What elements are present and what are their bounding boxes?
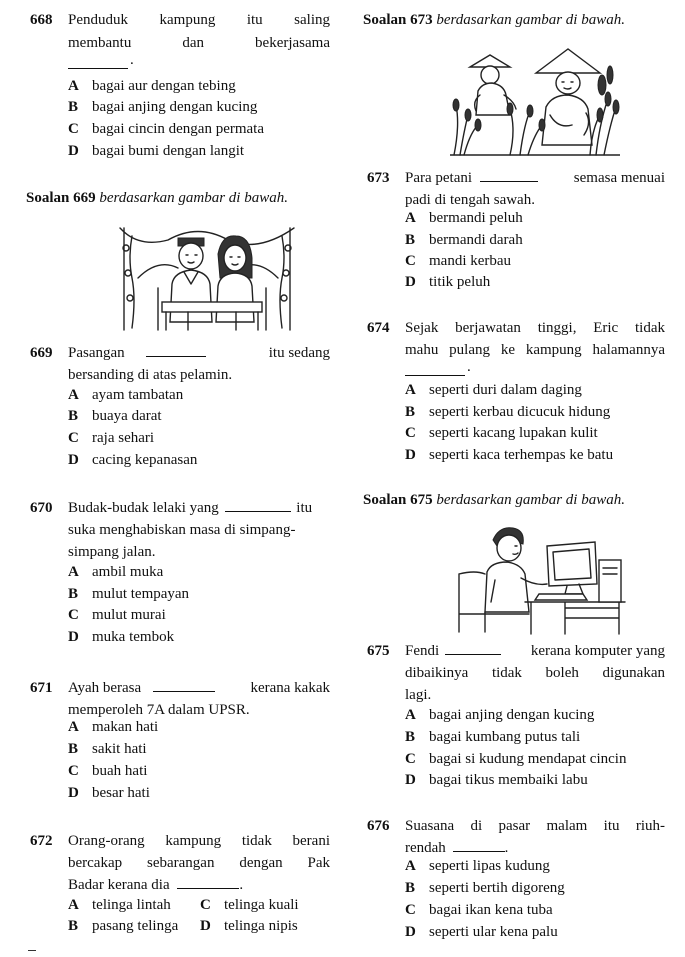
question-stem bbox=[68, 343, 330, 364]
answer-blank bbox=[480, 169, 538, 182]
option-letter: B bbox=[68, 408, 79, 424]
option-text: bermandi peluh bbox=[429, 210, 523, 226]
option-text: seperti ular kena palu bbox=[429, 924, 558, 940]
option-d[interactable] bbox=[68, 452, 197, 469]
option-letter: B bbox=[68, 99, 79, 115]
option-text: telinga lintah bbox=[92, 897, 171, 913]
option-text: seperti lipas kudung bbox=[429, 858, 550, 874]
page-mark bbox=[28, 950, 36, 951]
option-a[interactable] bbox=[68, 897, 171, 914]
option-c[interactable] bbox=[405, 425, 598, 442]
option-b[interactable] bbox=[405, 232, 523, 249]
option-text: besar hati bbox=[92, 785, 150, 801]
stem-part: kerana kakak bbox=[250, 680, 330, 696]
header-bold: Soalan 675 bbox=[363, 492, 433, 508]
option-letter: B bbox=[405, 404, 416, 420]
stem-part: Para petani bbox=[405, 170, 473, 186]
stem-part: Budak-budak lelaki yang bbox=[68, 500, 219, 516]
option-a[interactable] bbox=[405, 382, 582, 399]
question-stem: Sejak berjawatan tinggi, Eric tidak bbox=[405, 320, 665, 336]
option-letter: C bbox=[68, 430, 79, 446]
option-letter: A bbox=[405, 382, 416, 398]
option-letter: A bbox=[68, 78, 79, 94]
answer-blank bbox=[405, 363, 465, 376]
option-letter: D bbox=[405, 274, 416, 290]
question-stem: membantu dan bekerjasama bbox=[68, 35, 330, 51]
question-number: 674 bbox=[367, 320, 390, 336]
option-text: muka tembok bbox=[92, 629, 175, 645]
option-text: buah hati bbox=[92, 763, 148, 779]
answer-blank bbox=[177, 876, 239, 889]
option-text: sakit hati bbox=[92, 741, 147, 757]
option-text: cacing kepanasan bbox=[92, 452, 198, 468]
stem-part: itu bbox=[296, 500, 313, 516]
header-italic: berdasarkan gambar di bawah. bbox=[99, 190, 288, 206]
option-text: seperti kerbau dicucuk hidung bbox=[429, 404, 611, 420]
option-letter: D bbox=[200, 918, 211, 934]
option-text: ayam tambatan bbox=[92, 387, 184, 403]
option-c[interactable] bbox=[68, 430, 154, 447]
farmers-harvesting-illustration bbox=[450, 45, 620, 157]
answer-blank bbox=[225, 499, 291, 512]
answer-blank bbox=[68, 56, 128, 69]
option-letter: C bbox=[200, 897, 211, 913]
option-text: seperti bertih digoreng bbox=[429, 880, 565, 896]
header-italic: berdasarkan gambar di bawah. bbox=[436, 492, 625, 508]
option-letter: B bbox=[405, 880, 416, 896]
answer-blank bbox=[153, 679, 215, 692]
header-bold: Soalan 673 bbox=[363, 12, 433, 28]
question-stem: Suasana di pasar malam itu riuh- bbox=[405, 818, 665, 834]
section-header bbox=[363, 12, 625, 29]
option-letter: D bbox=[405, 447, 416, 463]
option-text: seperti duri dalam daging bbox=[429, 382, 582, 398]
option-letter: C bbox=[405, 902, 416, 918]
option-letter: A bbox=[68, 719, 79, 735]
option-text: mandi kerbau bbox=[429, 253, 512, 269]
stem-part: rendah bbox=[405, 840, 446, 856]
option-text: seperti kaca terhempas ke batu bbox=[429, 447, 614, 463]
question-stem: simpang jalan. bbox=[68, 544, 156, 560]
option-b[interactable] bbox=[405, 404, 610, 421]
option-letter: A bbox=[405, 210, 416, 226]
question-stem bbox=[68, 498, 330, 519]
option-d[interactable] bbox=[200, 918, 298, 935]
option-letter: C bbox=[405, 751, 416, 767]
question-stem: memperoleh 7A dalam UPSR. bbox=[68, 702, 250, 718]
option-a[interactable] bbox=[405, 707, 594, 724]
option-d[interactable] bbox=[68, 143, 244, 160]
question-stem bbox=[405, 168, 665, 189]
option-text: telinga nipis bbox=[224, 918, 298, 934]
question-number: 672 bbox=[30, 833, 53, 849]
option-c[interactable] bbox=[405, 751, 626, 768]
question-stem: Penduduk kampung itu saling bbox=[68, 12, 330, 28]
option-c[interactable] bbox=[68, 763, 147, 780]
option-text: bagai bumi dengan langit bbox=[92, 143, 245, 159]
option-d[interactable] bbox=[68, 785, 150, 802]
option-b[interactable] bbox=[68, 99, 257, 116]
option-a[interactable] bbox=[68, 78, 236, 95]
option-a[interactable] bbox=[405, 858, 550, 875]
option-text: ambil muka bbox=[92, 564, 164, 580]
option-letter: D bbox=[68, 629, 79, 645]
question-stem: Orang-orang kampung tidak berani bbox=[68, 833, 330, 849]
option-letter: A bbox=[68, 897, 79, 913]
question-number: 675 bbox=[367, 643, 390, 659]
option-letter: B bbox=[405, 232, 416, 248]
option-c[interactable] bbox=[405, 253, 511, 270]
question-stem: padi di tengah sawah. bbox=[405, 192, 535, 208]
stem-part: Badar kerana dia bbox=[68, 877, 170, 893]
option-text: bagai tikus membaiki labu bbox=[429, 772, 588, 788]
option-text: seperti kacang lupakan kulit bbox=[429, 425, 598, 441]
option-b[interactable] bbox=[68, 741, 147, 758]
stem-part: semasa menuai bbox=[573, 170, 665, 186]
question-stem bbox=[68, 678, 330, 699]
stem-part: Ayah berasa bbox=[68, 680, 142, 696]
option-letter: D bbox=[68, 785, 79, 801]
question-stem: Badar kerana dia . bbox=[68, 877, 244, 893]
option-letter: B bbox=[68, 586, 79, 602]
section-header bbox=[26, 190, 288, 207]
option-d[interactable] bbox=[405, 772, 588, 789]
question-stem: bercakap sebarangan dengan Pak bbox=[68, 855, 330, 871]
option-letter: C bbox=[68, 607, 79, 623]
answer-blank bbox=[445, 642, 501, 655]
header-bold: Soalan 669 bbox=[26, 190, 96, 206]
option-letter: B bbox=[68, 741, 79, 757]
answer-blank bbox=[453, 839, 505, 852]
option-text: mulut tempayan bbox=[92, 586, 190, 602]
option-letter: D bbox=[68, 143, 79, 159]
option-b[interactable] bbox=[68, 918, 178, 935]
question-stem: lagi. bbox=[405, 687, 432, 703]
option-letter: C bbox=[68, 763, 79, 779]
period: . bbox=[130, 52, 134, 68]
option-text: raja sehari bbox=[92, 430, 155, 446]
option-letter: A bbox=[405, 707, 416, 723]
question-stem: bersanding di atas pelamin. bbox=[68, 367, 233, 383]
option-a[interactable] bbox=[68, 719, 158, 736]
period: . bbox=[467, 359, 471, 375]
option-letter: D bbox=[405, 924, 416, 940]
option-b[interactable] bbox=[68, 408, 162, 425]
man-computer-illustration bbox=[455, 522, 627, 636]
stem-part: Pasangan bbox=[68, 345, 125, 361]
header-italic: berdasarkan gambar di bawah. bbox=[436, 12, 625, 28]
option-text: buaya darat bbox=[92, 408, 162, 424]
question-number: 671 bbox=[30, 680, 53, 696]
option-letter: A bbox=[68, 564, 79, 580]
question-stem: suka menghabiskan masa di simpang- bbox=[68, 522, 296, 538]
question-number: 670 bbox=[30, 500, 53, 516]
option-letter: C bbox=[68, 121, 79, 137]
question-number: 668 bbox=[30, 12, 53, 28]
option-text: bagai anjing dengan kucing bbox=[429, 707, 595, 723]
stem-part: Fendi bbox=[405, 643, 440, 659]
question-number: 673 bbox=[367, 170, 390, 186]
option-text: bagai anjing dengan kucing bbox=[92, 99, 258, 115]
option-a[interactable] bbox=[68, 387, 183, 404]
option-letter: C bbox=[405, 253, 416, 269]
option-letter: B bbox=[405, 729, 416, 745]
answer-blank bbox=[146, 344, 206, 357]
option-b[interactable] bbox=[405, 880, 565, 897]
option-letter: A bbox=[405, 858, 416, 874]
option-d[interactable] bbox=[405, 274, 490, 291]
option-text: telinga kuali bbox=[224, 897, 299, 913]
option-c[interactable] bbox=[68, 607, 166, 624]
option-text: pasang telinga bbox=[92, 918, 179, 934]
question-number: 676 bbox=[367, 818, 390, 834]
option-letter: B bbox=[68, 918, 79, 934]
option-text: bagai aur dengan tebing bbox=[92, 78, 236, 94]
option-a[interactable] bbox=[68, 564, 163, 581]
option-text: bagai ikan kena tuba bbox=[429, 902, 553, 918]
wedding-couple-illustration bbox=[118, 218, 296, 334]
option-text: bermandi darah bbox=[429, 232, 523, 248]
option-d[interactable] bbox=[68, 629, 174, 646]
option-c[interactable] bbox=[68, 121, 264, 138]
section-header bbox=[363, 492, 625, 509]
option-text: bagai si kudung mendapat cincin bbox=[429, 751, 627, 767]
question-stem: rendah . bbox=[405, 840, 509, 856]
option-text: makan hati bbox=[92, 719, 159, 735]
option-letter: D bbox=[68, 452, 79, 468]
option-text: mulut murai bbox=[92, 607, 166, 623]
option-letter: D bbox=[405, 772, 416, 788]
stem-part: kerana komputer yang bbox=[530, 643, 665, 659]
option-b[interactable] bbox=[68, 586, 189, 603]
question-stem: dibaikinya tidak boleh digunakan bbox=[405, 665, 665, 681]
option-text: titik peluh bbox=[429, 274, 491, 290]
option-text: bagai kumbang putus tali bbox=[429, 729, 581, 745]
option-c[interactable] bbox=[405, 902, 553, 919]
option-text: bagai cincin dengan permata bbox=[92, 121, 265, 137]
option-d[interactable] bbox=[405, 447, 613, 464]
question-stem: mahu pulang ke kampung halamannya bbox=[405, 342, 665, 358]
question-stem bbox=[405, 641, 665, 662]
option-d[interactable] bbox=[405, 924, 558, 941]
option-b[interactable] bbox=[405, 729, 580, 746]
stem-part: itu sedang bbox=[268, 345, 330, 361]
question-number: 669 bbox=[30, 345, 53, 361]
option-letter: C bbox=[405, 425, 416, 441]
option-letter: A bbox=[68, 387, 79, 403]
option-c[interactable] bbox=[200, 897, 299, 914]
option-a[interactable] bbox=[405, 210, 523, 227]
